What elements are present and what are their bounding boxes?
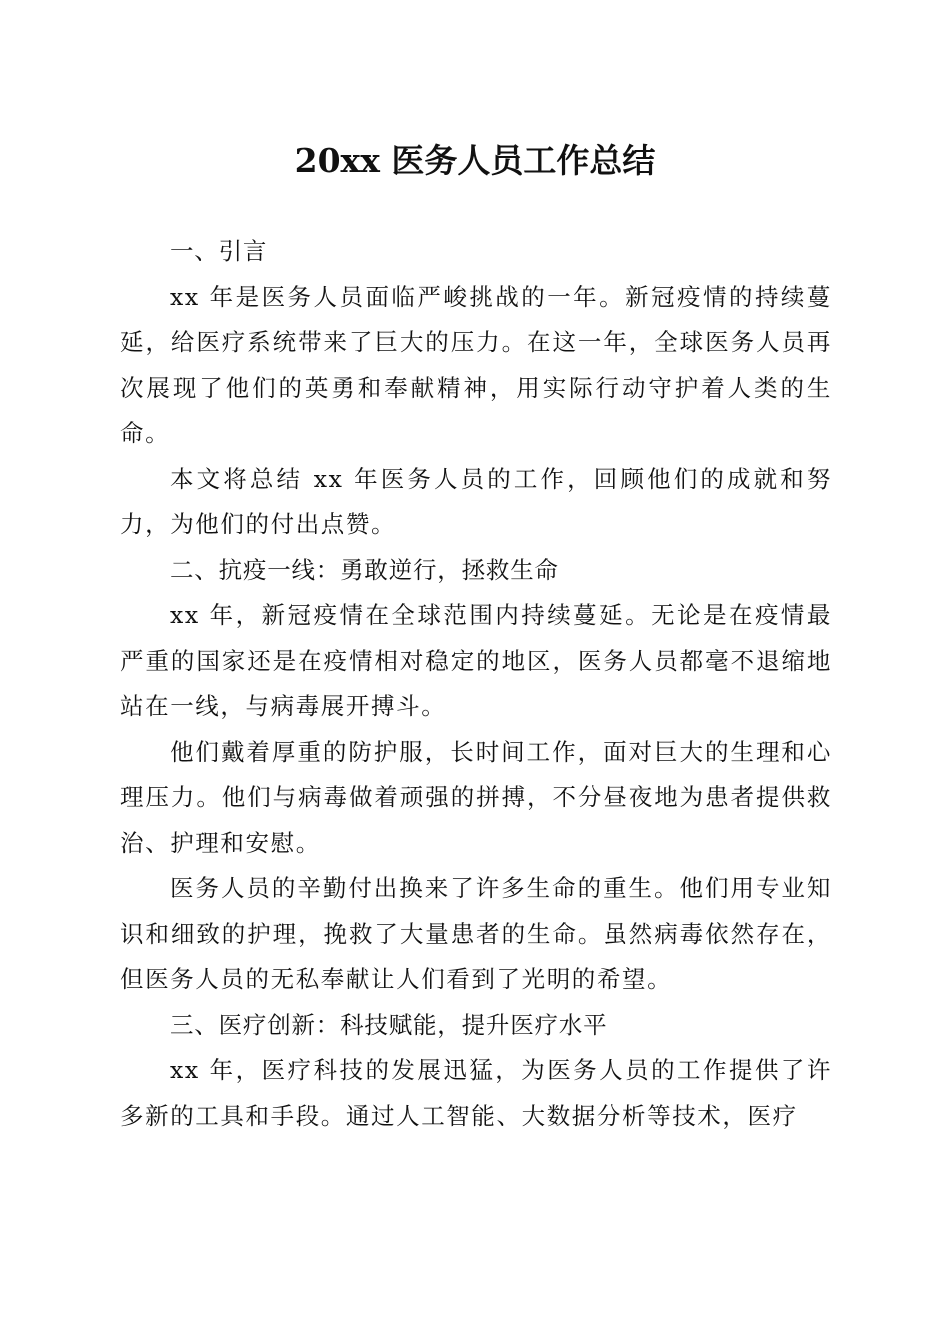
document-body xyxy=(120,229,832,1139)
paragraph: 本文将总结 xx 年医务人员的工作，回顾他们的成就和努力，为他们的付出点赞。 xyxy=(120,464,832,538)
paragraph: 他们戴着厚重的防护服，长时间工作，面对巨大的生理和心理压力。他们与病毒做着顽强的拼搏，不分昼夜地为患者提供救治、护理和安慰。 xyxy=(120,737,832,857)
paragraph: 医务人员的辛勤付出换来了许多生命的重生。他们用专业知识和细致的护理，挽救了大量患者的生命。虽然病毒依然存在，但医务人员的无私奉献让人们看到了光明的希望。 xyxy=(120,874,832,993)
paragraph: xx 年，新冠疫情在全球范围内持续蔓延。无论是在疫情最严重的国家还是在疫情相对稳定的地区，医务人员都毫不退缩地站在一线，与病毒展开搏斗。 xyxy=(120,601,832,720)
paragraph: xx 年，医疗科技的发展迅猛，为医务人员的工作提供了许多新的工具和手段。通过人工智能、大数据分析等技术，医疗 xyxy=(120,1056,832,1130)
section-heading-frontline: 二、抗疫一线：勇敢逆行，拯救生命 xyxy=(170,555,559,584)
document-title: 20xx 医务人员工作总结 xyxy=(294,141,656,180)
paragraph: xx 年是医务人员面临严峻挑战的一年。新冠疫情的持续蔓延，给医疗系统带来了巨大的压力。在这一年，全球医务人员再次展现了他们的英勇和奉献精神，用实际行动守护着人类的生命。 xyxy=(120,282,832,447)
section-heading-introduction: 一、引言 xyxy=(170,237,268,265)
section-heading-innovation: 三、医疗创新：科技赋能，提升医疗水平 xyxy=(170,1010,608,1039)
